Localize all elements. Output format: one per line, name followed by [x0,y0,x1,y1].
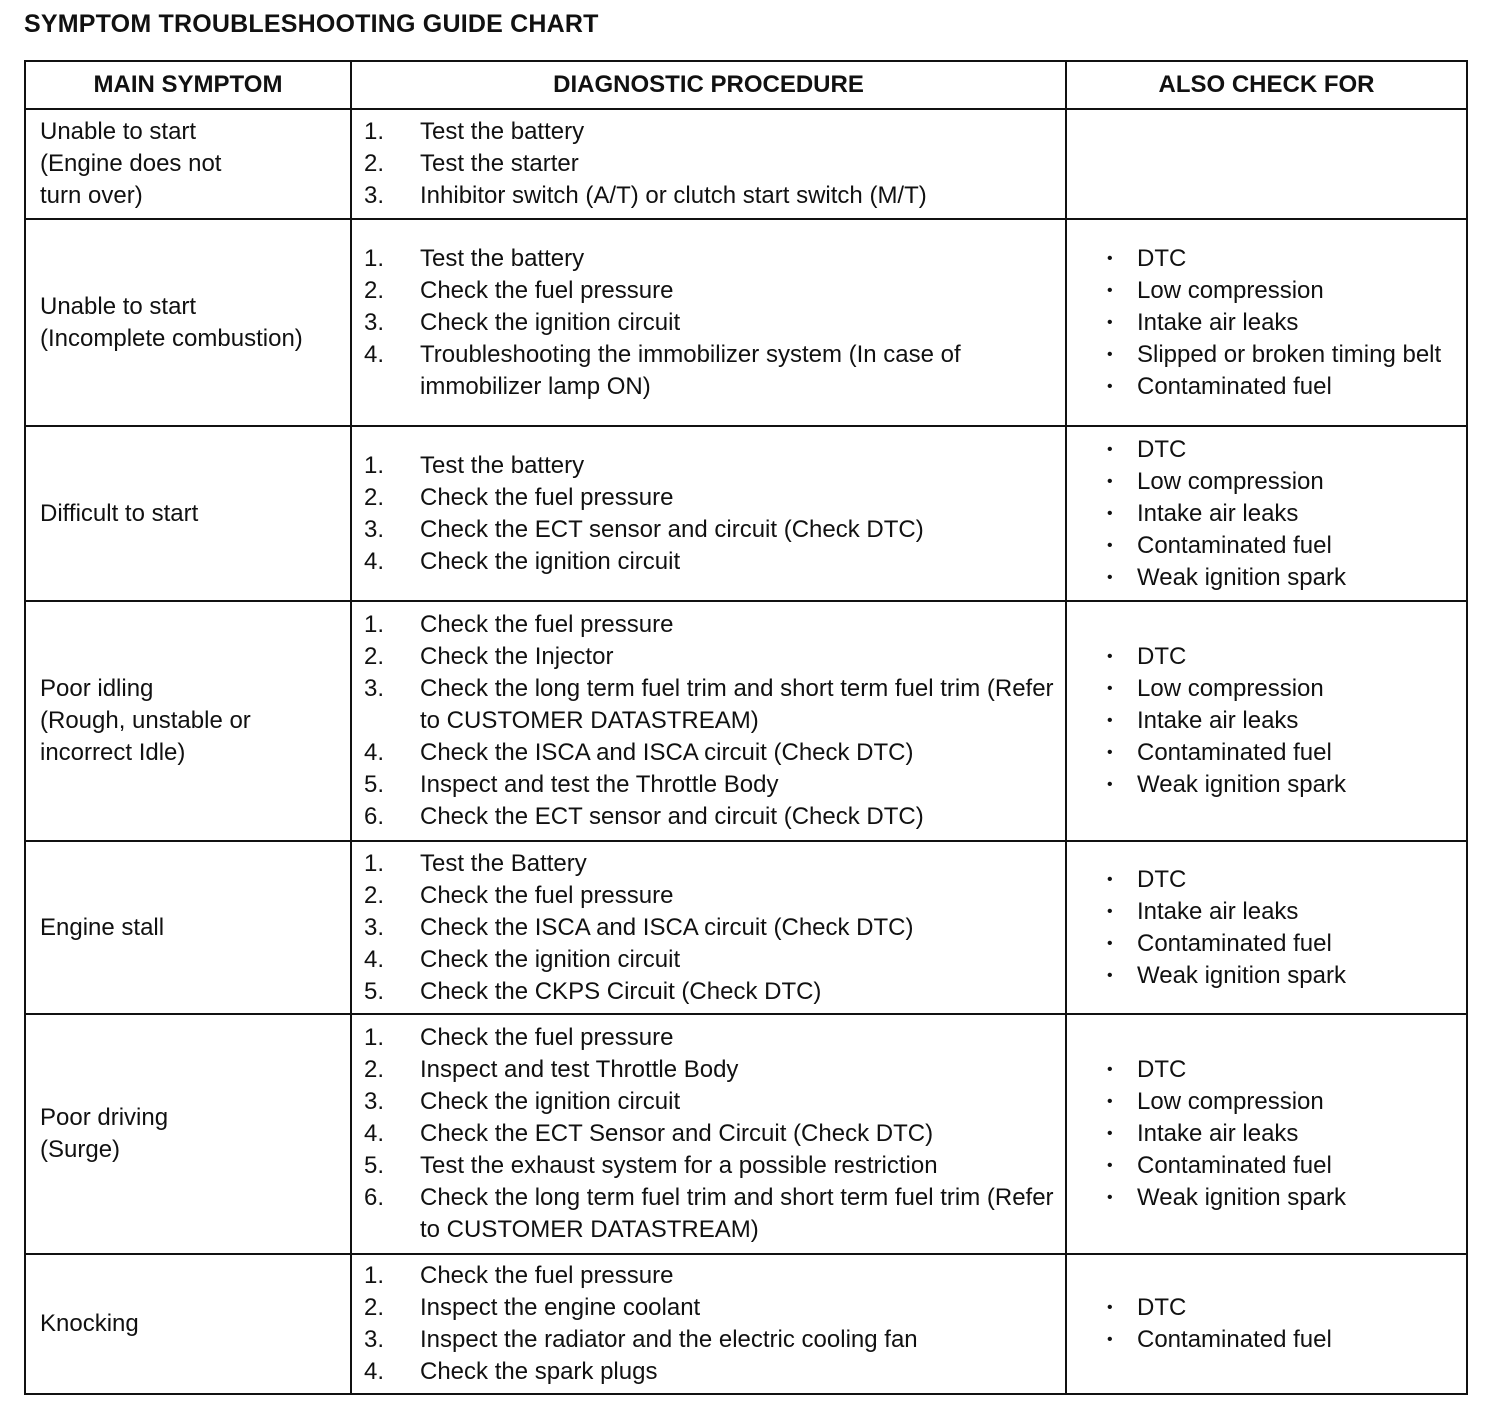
also-check-item [1107,1118,1458,1150]
step-number: 3. [364,515,385,543]
bullet-icon: • [1107,249,1113,267]
also-check-item [1107,434,1458,466]
bullet-icon: • [1107,536,1113,554]
symptom-line: Engine stall [40,913,165,941]
step-number: 2. [364,276,385,304]
also-check-item [1107,307,1458,339]
procedure-step [364,1292,1057,1324]
also-check-item [1107,864,1458,896]
procedure-cell [351,841,1066,1014]
procedure-step [364,1054,1057,1086]
symptom-cell [25,219,351,426]
also-check-item [1107,371,1458,403]
step-number: 4. [364,1358,385,1385]
step-text: Test the battery [420,451,585,479]
procedure-cell [351,219,1066,426]
symptom-line: incorrect Idle) [40,739,186,766]
bullet-icon: • [1107,934,1113,952]
also-check-item [1107,275,1458,307]
procedure-step [364,848,1057,880]
step-number: 1. [364,1262,385,1289]
also-check-cell [1066,601,1467,841]
header-diagnostic-procedure: DIAGNOSTIC PROCEDURE [351,61,1066,109]
procedure-step [364,116,1057,148]
also-check-list [1067,637,1466,805]
also-check-item [1107,1150,1458,1182]
header-also-check-for: ALSO CHECK FOR [1066,61,1467,109]
symptom-cell [25,1254,351,1394]
step-number: 2. [364,483,385,511]
procedure-step [364,880,1057,912]
procedure-step [364,180,1057,212]
procedure-cell [351,109,1066,219]
step-text: Check the ECT Sensor and Circuit (Check DTC) [420,1120,934,1147]
step-text: Inspect the engine coolant [420,1294,701,1321]
step-number: 2. [364,881,385,909]
step-number: 2. [364,1056,385,1083]
also-check-list [1067,860,1466,996]
step-number: 3. [364,913,385,941]
step-number: 1. [364,451,385,479]
table-row [25,1014,1467,1254]
symptom-line: (Incomplete combustion) [40,324,303,352]
procedure-step [364,275,1057,307]
procedure-step [364,339,1057,403]
procedure-cell [351,1014,1066,1254]
procedure-step [364,546,1057,578]
step-text: Check the ignition circuit [420,547,681,575]
also-check-text: Contaminated fuel [1137,739,1332,766]
also-check-text: Low compression [1137,276,1324,304]
step-number: 1. [364,244,385,272]
procedure-list [352,446,1065,582]
procedure-step [364,450,1057,482]
procedure-step [364,769,1057,801]
bullet-icon: • [1107,712,1113,729]
symptom-line: Poor idling [40,675,154,702]
symptom-line: Difficult to start [40,499,199,527]
step-text: Check the fuel pressure [420,276,674,304]
symptom-line: Unable to start [40,118,197,145]
symptom-cell [25,426,351,601]
step-number: 3. [364,308,385,336]
step-number: 6. [364,1184,385,1211]
step-text: Test the exhaust system for a possible restriction [420,1152,938,1179]
symptom-cell [25,601,351,841]
bullet-icon: • [1107,1331,1113,1348]
step-text: Test the Battery [420,849,587,877]
procedure-step [364,976,1057,1008]
bullet-icon: • [1107,776,1113,793]
step-text: Check the fuel pressure [420,881,674,909]
step-text: Check the ISCA and ISCA circuit (Check DTC) [420,913,914,941]
step-text: Inspect and test Throttle Body [420,1056,739,1083]
step-number: 4. [364,739,385,766]
also-check-item [1107,530,1458,562]
also-check-cell [1066,426,1467,601]
also-check-item [1107,673,1458,705]
also-check-text: Intake air leaks [1137,499,1299,527]
also-check-text: Low compression [1137,1088,1324,1115]
step-text: Inspect the radiator and the electric cooling fan [420,1326,918,1353]
step-number: 2. [364,643,385,670]
symptom-cell [25,841,351,1014]
also-check-text: Contaminated fuel [1137,929,1332,957]
symptom-line: Unable to start [40,292,197,320]
step-number: 4. [364,340,385,368]
troubleshooting-table [24,60,1468,1395]
procedure-step [364,1022,1057,1054]
procedure-list [352,1018,1065,1250]
bullet-icon: • [1107,1299,1113,1316]
symptom-cell [25,109,351,219]
step-text: Check the ECT sensor and circuit (Check DTC) [420,515,924,543]
also-check-item [1107,641,1458,673]
procedure-step [364,1356,1057,1388]
also-check-item [1107,466,1458,498]
procedure-step [364,482,1057,514]
also-check-item [1107,737,1458,769]
also-check-item [1107,1086,1458,1118]
step-text: Check the fuel pressure [420,1024,674,1051]
procedure-step [364,514,1057,546]
also-check-cell [1066,109,1467,219]
procedure-step [364,801,1057,833]
bullet-icon: • [1107,648,1113,665]
also-check-text: DTC [1137,244,1187,272]
step-number: 1. [364,611,385,638]
step-text: Troubleshooting the immobilizer system (In case of immobilizer lamp ON) [420,340,961,400]
step-number: 5. [364,977,385,1005]
bullet-icon: • [1107,1125,1113,1142]
step-text: Check the fuel pressure [420,1262,674,1289]
step-text: Check the ignition circuit [420,945,681,973]
step-number: 4. [364,547,385,575]
step-text: Check the ISCA and ISCA circuit (Check DTC) [420,739,914,766]
procedure-list [352,239,1065,407]
bullet-icon: • [1107,744,1113,761]
procedure-step [364,307,1057,339]
also-check-list [1067,1050,1466,1218]
procedure-step [364,1118,1057,1150]
also-check-text: Contaminated fuel [1137,1326,1332,1353]
bullet-icon: • [1107,313,1113,331]
procedure-step [364,609,1057,641]
bullet-icon: • [1107,1093,1113,1110]
also-check-text: Contaminated fuel [1137,372,1332,400]
table-row [25,1254,1467,1394]
also-check-list [1067,239,1466,407]
bullet-icon: • [1107,1157,1113,1174]
also-check-text: Low compression [1137,467,1324,495]
procedure-step [364,1086,1057,1118]
also-check-text: DTC [1137,865,1187,893]
step-number: 1. [364,849,385,877]
symptom-line: turn over) [40,182,143,209]
table-row [25,219,1467,426]
step-number: 3. [364,1088,385,1115]
procedure-step [364,673,1057,737]
bullet-icon: • [1107,902,1113,920]
step-number: 5. [364,1152,385,1179]
table-row [25,841,1467,1014]
also-check-item [1107,562,1458,594]
bullet-icon: • [1107,440,1113,458]
also-check-text: Contaminated fuel [1137,531,1332,559]
header-main-symptom: MAIN SYMPTOM [25,61,351,109]
step-number: 2. [364,1294,385,1321]
also-check-item [1107,1324,1458,1356]
bullet-icon: • [1107,568,1113,586]
bullet-icon: • [1107,281,1113,299]
symptom-line: (Rough, unstable or [40,707,251,734]
step-text: Check the ignition circuit [420,1088,681,1115]
bullet-icon: • [1107,870,1113,888]
also-check-text: DTC [1137,435,1187,463]
bullet-icon: • [1107,377,1113,395]
page-title: SYMPTOM TROUBLESHOOTING GUIDE CHART [24,10,599,38]
also-check-cell [1066,841,1467,1014]
also-check-text: Intake air leaks [1137,707,1299,734]
procedure-step [364,243,1057,275]
procedure-cell [351,1254,1066,1394]
also-check-item [1107,1292,1458,1324]
also-check-text: Intake air leaks [1137,1120,1299,1147]
bullet-icon: • [1107,680,1113,697]
procedure-list [352,1256,1065,1392]
bullet-icon: • [1107,472,1113,490]
symptom-line: (Engine does not [40,150,222,177]
symptom-line: (Surge) [40,1136,121,1163]
also-check-text: Weak ignition spark [1137,771,1346,798]
step-number: 5. [364,771,385,798]
step-number: 2. [364,150,385,177]
header-row [25,61,1467,109]
step-number: 1. [364,118,385,145]
procedure-cell [351,426,1066,601]
also-check-text: DTC [1137,643,1187,670]
step-text: Test the battery [420,244,585,272]
also-check-text: Low compression [1137,675,1324,702]
symptom-line: Knocking [40,1310,139,1337]
table-row [25,601,1467,841]
also-check-text: Weak ignition spark [1137,961,1346,989]
also-check-item [1107,498,1458,530]
step-text: Check the long term fuel trim and short term fuel trim (Refer to CUSTOMER DATASTREAM) [420,675,1054,734]
also-check-item [1107,243,1458,275]
procedure-list [352,112,1065,216]
step-number: 6. [364,803,385,830]
also-check-text: Weak ignition spark [1137,563,1346,591]
step-text: Inhibitor switch (A/T) or clutch start switch (M/T) [420,182,927,209]
step-number: 3. [364,182,385,209]
bullet-icon: • [1107,1061,1113,1078]
also-check-item [1107,705,1458,737]
also-check-text: DTC [1137,1294,1187,1321]
step-text: Check the long term fuel trim and short term fuel trim (Refer to CUSTOMER DATASTREAM) [420,1184,1054,1243]
procedure-cell [351,601,1066,841]
also-check-list [1067,1288,1466,1360]
symptom-line: Poor driving [40,1104,169,1131]
also-check-item [1107,1182,1458,1214]
procedure-list [352,844,1065,1012]
also-check-text: DTC [1137,1056,1187,1083]
bullet-icon: • [1107,1189,1113,1206]
also-check-item [1107,928,1458,960]
step-number: 4. [364,945,385,973]
procedure-step [364,944,1057,976]
step-number: 4. [364,1120,385,1147]
step-number: 1. [364,1024,385,1051]
step-text: Check the CKPS Circuit (Check DTC) [420,977,822,1005]
procedure-step [364,1150,1057,1182]
also-check-text: Weak ignition spark [1137,1184,1346,1211]
step-text: Test the starter [420,150,579,177]
also-check-text: Contaminated fuel [1137,1152,1332,1179]
also-check-cell [1066,1014,1467,1254]
bullet-icon: • [1107,966,1113,984]
table-row [25,426,1467,601]
bullet-icon: • [1107,345,1113,363]
procedure-step [364,148,1057,180]
also-check-cell [1066,219,1467,426]
procedure-step [364,912,1057,944]
also-check-item [1107,1054,1458,1086]
step-text: Check the Injector [420,643,614,670]
step-text: Check the fuel pressure [420,611,674,638]
procedure-step [364,641,1057,673]
step-text: Check the ignition circuit [420,308,681,336]
step-text: Check the spark plugs [420,1358,658,1385]
also-check-text: Slipped or broken timing belt [1137,340,1442,368]
symptom-cell [25,1014,351,1254]
also-check-item [1107,896,1458,928]
also-check-text: Intake air leaks [1137,897,1299,925]
procedure-step [364,737,1057,769]
step-number: 3. [364,675,385,702]
bullet-icon: • [1107,504,1113,522]
step-number: 3. [364,1326,385,1353]
procedure-step [364,1182,1057,1246]
step-text: Inspect and test the Throttle Body [420,771,779,798]
also-check-item [1107,769,1458,801]
procedure-list [352,605,1065,837]
also-check-item [1107,339,1458,371]
step-text: Check the ECT sensor and circuit (Check DTC) [420,803,924,830]
also-check-text: Intake air leaks [1137,308,1299,336]
table-row [25,109,1467,219]
procedure-step [364,1260,1057,1292]
step-text: Check the fuel pressure [420,483,674,511]
also-check-list [1067,430,1466,598]
also-check-item [1107,960,1458,992]
procedure-step [364,1324,1057,1356]
step-text: Test the battery [420,118,585,145]
also-check-cell [1066,1254,1467,1394]
